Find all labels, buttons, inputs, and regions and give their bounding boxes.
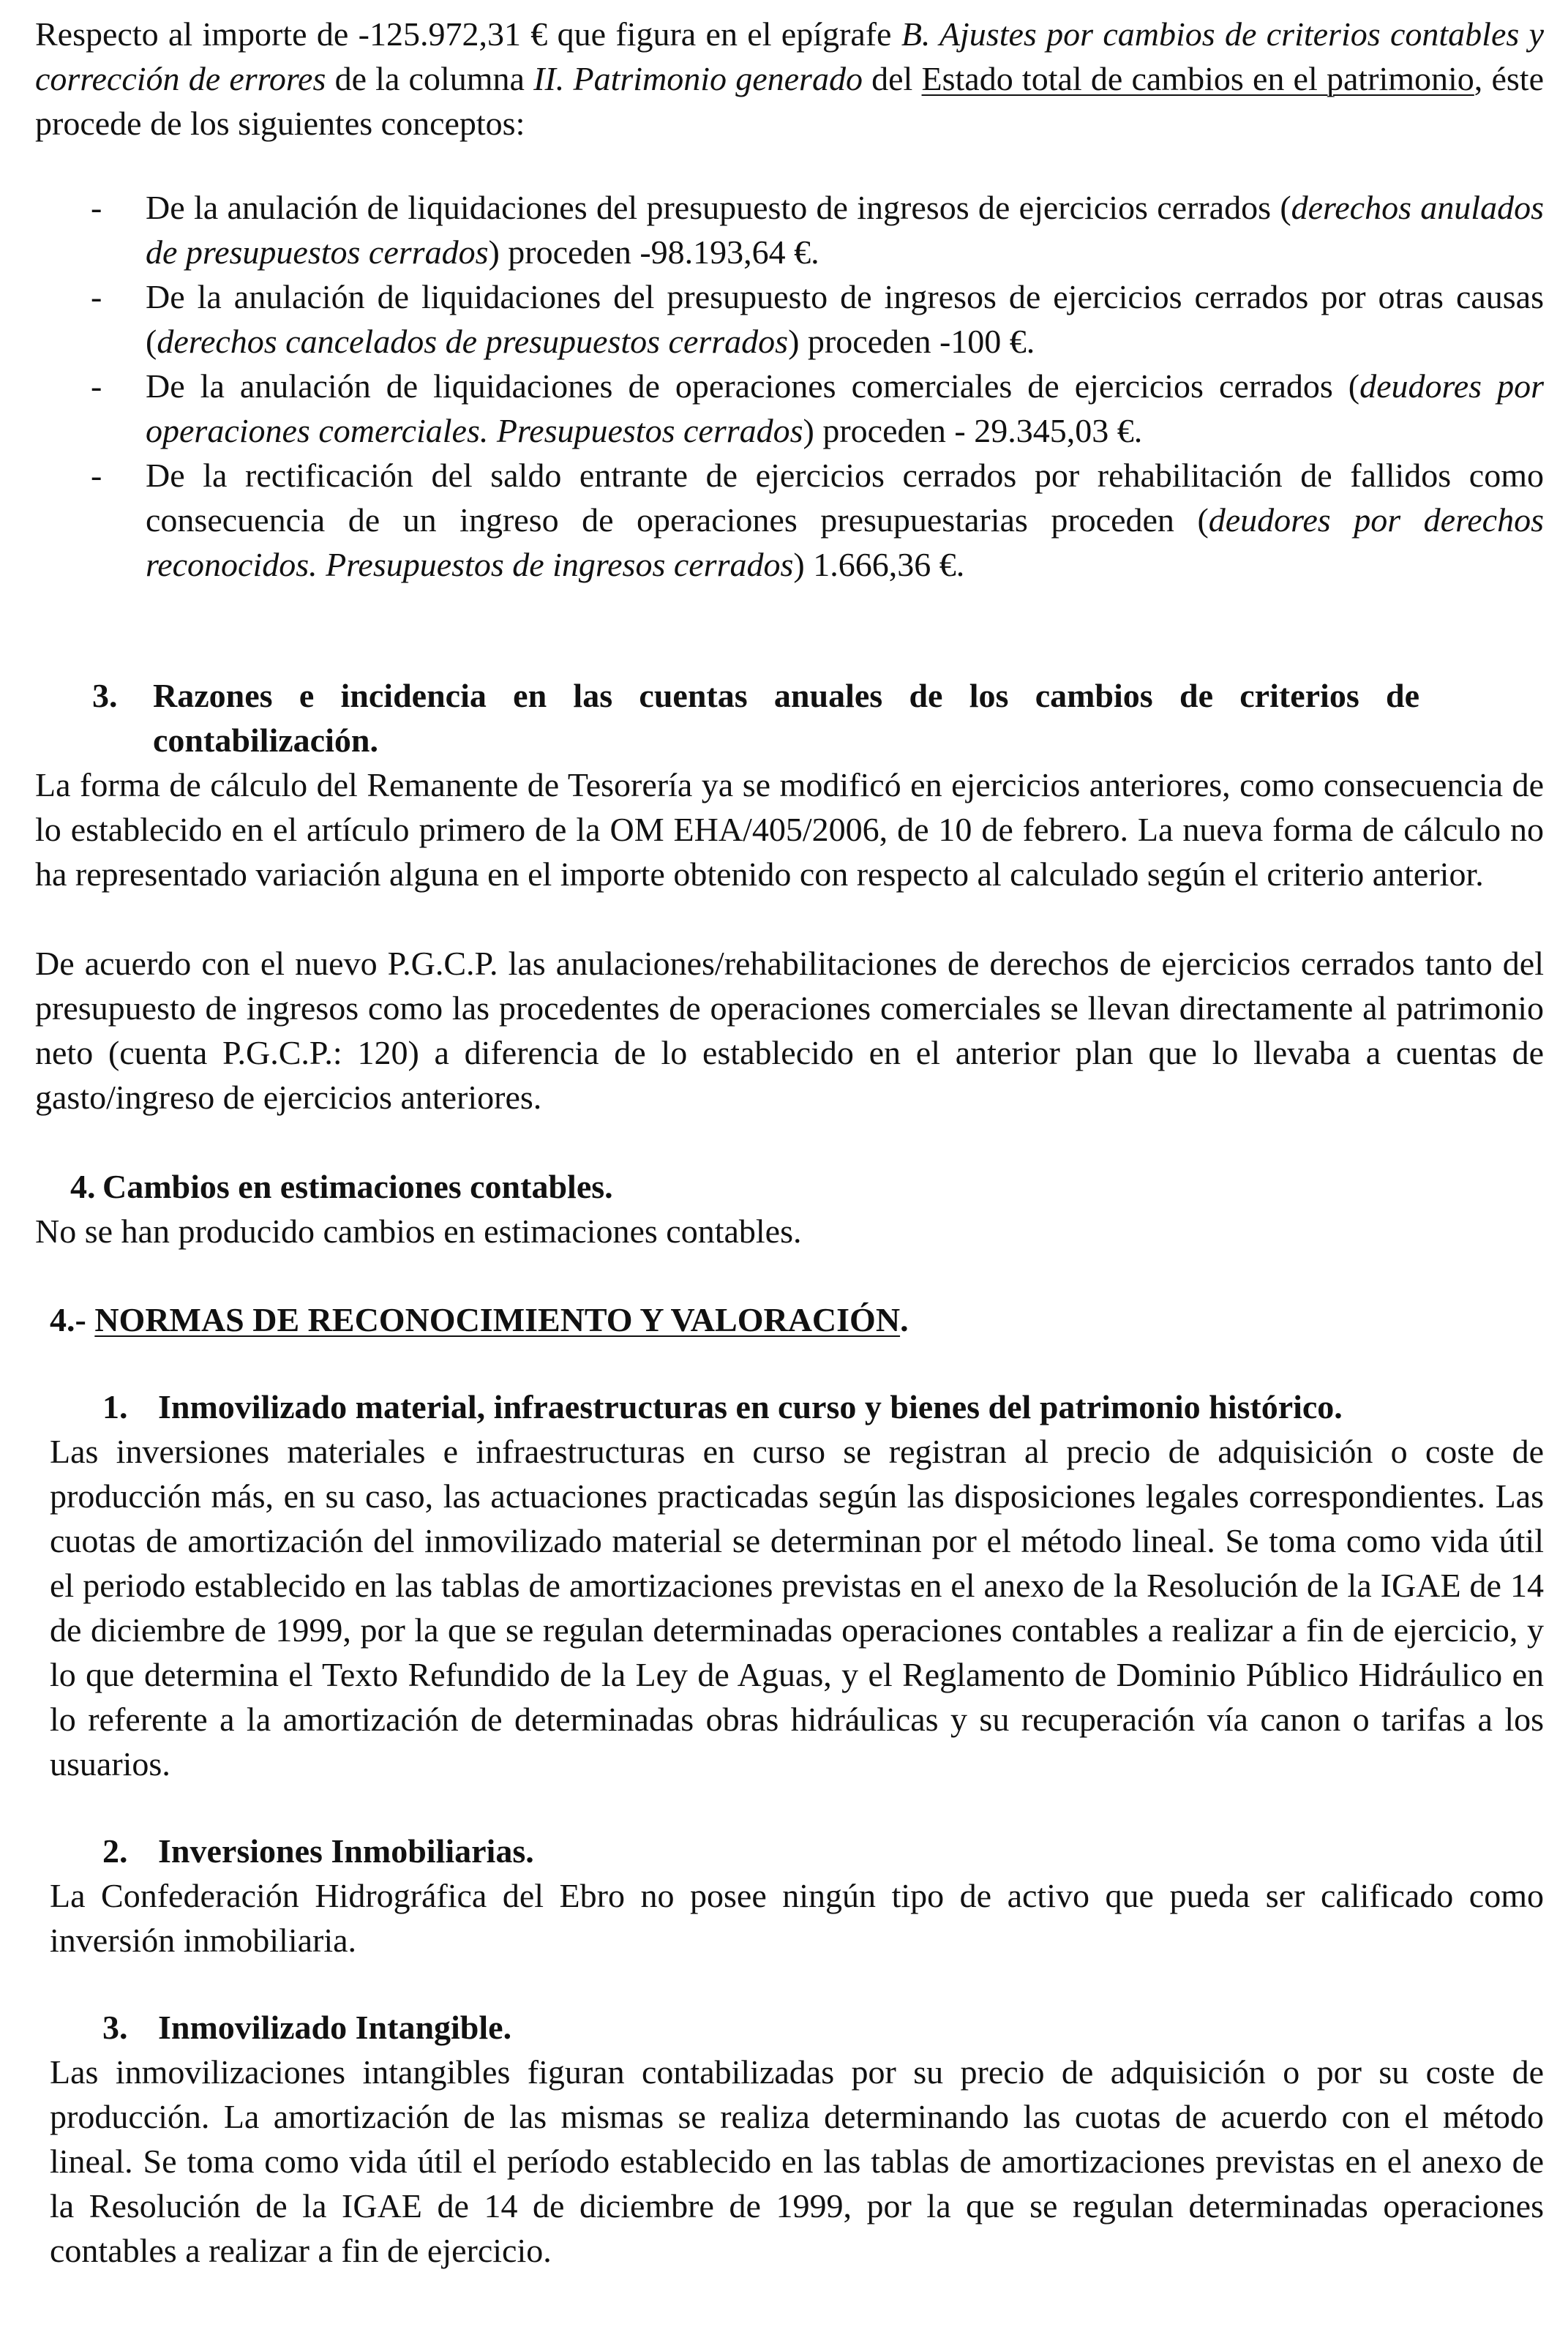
- subsection-2-heading: [35, 1829, 1544, 1873]
- intro-text: del: [862, 60, 922, 97]
- concepts-list: [35, 185, 1544, 587]
- subsection-title: Inmovilizado material, infraestructuras en curso y bienes del patrimonio histórico.: [158, 1388, 1343, 1425]
- section-number: 4.: [70, 1168, 96, 1205]
- subsection-3-heading: [35, 2005, 1544, 2050]
- intro-epigraph: B. Ajustes por cambios de criterios contables y corrección de errores: [35, 15, 1545, 97]
- document-page: [35, 12, 1544, 2273]
- list-item: - De la anulación de liquidaciones de operaciones comerciales de ejercicios cerrados (deudores por operaciones comerciales. Presupuestos cerrados) proceden - 29.345,03 €.: [146, 364, 1544, 453]
- intro-text: Respecto al importe de -125.972,31 € que figura en el epígrafe: [35, 15, 901, 53]
- intro-text: , éste procede de los siguientes conceptos:: [35, 60, 1544, 142]
- intro-column: II. Patrimonio generado: [533, 60, 863, 97]
- section-number: 3.: [92, 677, 118, 714]
- list-item: - De la anulación de liquidaciones del presupuesto de ingresos de ejercicios cerrados (derechos anulados de presupuestos cerrados) proceden -98.193,64 €.: [146, 185, 1544, 274]
- intro-statement-name: Estado total de cambios en el patrimonio: [921, 60, 1474, 97]
- section-title: Razones e incidencia en las cuentas anuales de los cambios de criterios de contabilización.: [153, 677, 1419, 759]
- list-item: - De la rectificación del saldo entrante de ejercicios cerrados por rehabilitación de fallidos como consecuencia de un ingreso de operaciones presupuestarias proceden (deudores por derechos reconocidos. Presupuestos de ingresos cerrados) 1.666,36 €.: [146, 453, 1544, 587]
- subsection-number: 1.: [102, 1388, 128, 1425]
- main-heading-title: NORMAS DE RECONOCIMIENTO Y VALORACIÓN: [94, 1301, 901, 1338]
- subsection-3-text: Las inmovilizaciones intangibles figuran contabilizadas por su precio de adquisición o por su coste de producción. La amortización de las mismas se realiza determinando las cuotas de acuerdo con el método lineal. Se toma como vida útil el período establecido en las tablas de amortizaciones previstas en el anexo de la Resolución de la IGAE de 14 de diciembre de 1999, por la que se regulan determinadas operaciones contables a realizar a fin de ejercicio.: [50, 2053, 1544, 2269]
- subsection-1-heading: [35, 1384, 1544, 1429]
- subsection-number: 2.: [102, 1832, 128, 1870]
- section-3-heading: [35, 673, 1544, 762]
- subsection-1-text: Las inversiones materiales e infraestructuras en curso se registran al precio de adquisición o coste de producción más, en su caso, las actuaciones practicadas según las disposiciones legales correspondientes. Las cuotas de amortización del inmovilizado material se determinan por el método lineal. Se toma como vida útil el periodo establecido en las tablas de amortizaciones previstas en el anexo de la Resolución de la IGAE de 14 de diciembre de 1999, por la que se regulan determinadas operaciones contables a realizar a fin de ejercicio, y lo que determina el Texto Refundido de la Ley de Aguas, y el Reglamento de Dominio Público Hidráulico en lo referente a la amortización de determinadas obras hidráulicas y su recuperación vía canon o tarifas a los usuarios.: [50, 1433, 1544, 1783]
- subsection-2-text: La Confederación Hidrográfica del Ebro no posee ningún tipo de activo que pueda ser calificado como inversión inmobiliaria.: [50, 1877, 1544, 1959]
- section-4-paragraph: No se han producido cambios en estimaciones contables.: [35, 1213, 802, 1250]
- main-heading-number: 4.-: [50, 1301, 95, 1338]
- list-item: - De la anulación de liquidaciones del presupuesto de ingresos de ejercicios cerrados por otras causas (derechos cancelados de presupuestos cerrados) proceden -100 €.: [146, 274, 1544, 364]
- main-heading: [35, 1297, 1544, 1342]
- subsection-title: Inversiones Inmobiliarias.: [158, 1832, 534, 1870]
- section-4-heading: [35, 1164, 1544, 1209]
- intro-paragraph: [35, 12, 1544, 146]
- section-3-paragraph-1: La forma de cálculo del Remanente de Tesorería ya se modificó en ejercicios anteriores, como consecuencia de lo establecido en el artículo primero de la OM EHA/405/2006, de 10 de febrero. La nueva forma de cálculo no ha representado variación alguna en el importe obtenido con respecto al calculado según el criterio anterior.: [35, 766, 1544, 893]
- subsection-number: 3.: [102, 2009, 128, 2046]
- main-heading-dot: .: [900, 1301, 909, 1338]
- section-3-paragraph-2: De acuerdo con el nuevo P.G.C.P. las anulaciones/rehabilitaciones de derechos de ejercicios cerrados tanto del presupuesto de ingresos como las procedentes de operaciones comerciales se llevan directamente al patrimonio neto (cuenta P.G.C.P.: 120) a diferencia de lo establecido en el anterior plan que lo llevaba a cuentas de gasto/ingreso de ejercicios anteriores.: [35, 945, 1544, 1116]
- intro-text: de la columna: [326, 60, 534, 97]
- subsection-title: Inmovilizado Intangible.: [158, 2009, 512, 2046]
- section-title: Cambios en estimaciones contables.: [102, 1168, 613, 1205]
